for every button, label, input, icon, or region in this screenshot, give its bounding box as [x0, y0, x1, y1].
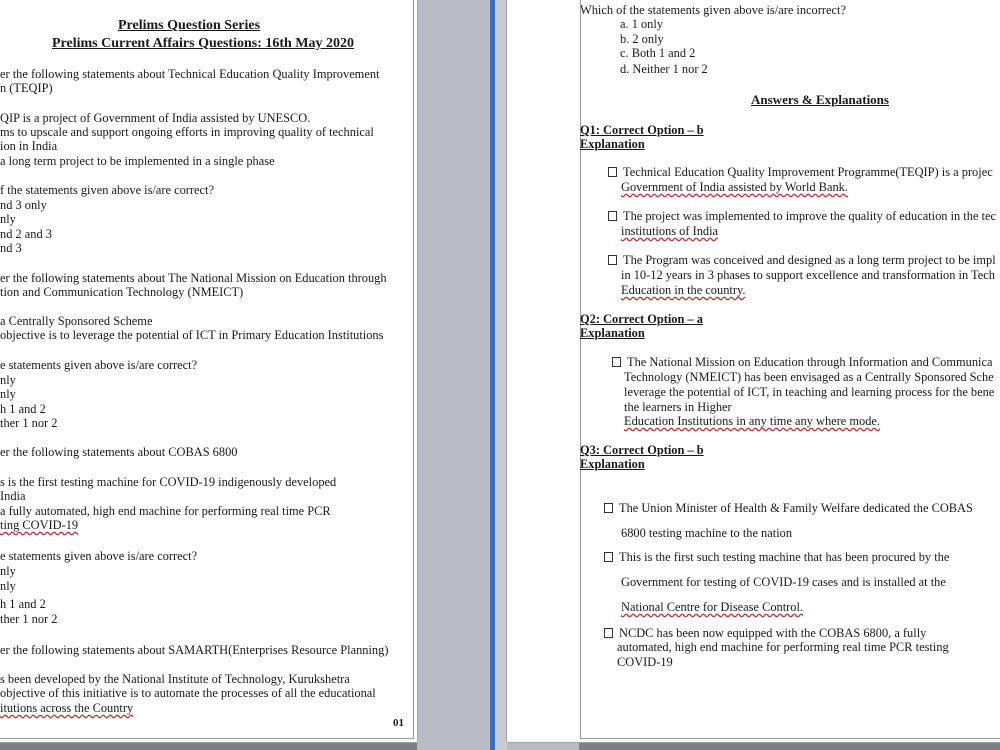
- option-line: nly: [0, 579, 16, 593]
- text-line: Government of India assisted by World Bank.: [621, 180, 848, 194]
- text-line: institutions of India: [621, 224, 719, 238]
- text-line: er the following statements about SAMARTH(Enterprises Resource Planning): [0, 643, 389, 657]
- page-title: Prelims Current Affairs Questions: 16th May 2020: [52, 36, 355, 51]
- answer-heading-q3: Q3: Correct Option – b: [580, 443, 704, 457]
- page-shadow: [495, 0, 507, 750]
- text-line: er the following statements about COBAS 6800: [0, 445, 238, 459]
- question-line: Which of the statements given above is/are incorrect?: [580, 3, 846, 17]
- text-line: in 10-12 years in 3 phases to support excellence and transformation in Tech: [621, 268, 995, 282]
- option-line: a. 1 only: [620, 17, 664, 31]
- option-line: h 1 and 2: [0, 597, 46, 611]
- bullet-icon: [604, 503, 613, 513]
- text-line: a fully automated, high end machine for performing real time PCR: [0, 504, 331, 518]
- option-line: nly: [0, 373, 16, 387]
- bullet-icon: [604, 628, 613, 638]
- text-line: the learners in Higher: [624, 400, 732, 414]
- text-line: COVID-19: [617, 655, 673, 669]
- bullet-icon: [608, 167, 617, 177]
- option-line: ther 1 nor 2: [0, 612, 58, 626]
- explanation-label: Explanation: [580, 326, 645, 340]
- document-page-left: [0, 0, 417, 742]
- text-line: Education in the country.: [621, 283, 746, 297]
- explanation-label: Explanation: [580, 137, 645, 151]
- text-line: n (TEQIP): [0, 81, 53, 95]
- bullet-line: Technical Education Quality Improvement Programme(TEQIP) is a projec: [608, 165, 993, 179]
- bullet-icon: [608, 255, 617, 265]
- text-line: Education Institutions in any time any where mode.: [624, 414, 881, 428]
- bullet-line: This is the first such testing machine that has been procured by the: [604, 550, 949, 564]
- explanation-label: Explanation: [580, 457, 645, 471]
- text-line: 6800 testing machine to the nation: [621, 526, 793, 540]
- answer-heading-q2: Q2: Correct Option – a: [580, 312, 703, 326]
- option-line: c. Both 1 and 2: [620, 46, 696, 60]
- bullet-line: The Union Minister of Health & Family Welfare dedicated the COBAS: [604, 501, 973, 515]
- text-line: er the following statements about Technical Education Quality Improvement: [0, 67, 380, 81]
- option-line: nd 2 and 3: [0, 227, 52, 241]
- option-line: nd 3: [0, 241, 22, 255]
- text-line: s is the first testing machine for COVID-19 indigenously developed: [0, 475, 337, 489]
- text-line: er the following statements about The National Mission on Education through: [0, 271, 387, 285]
- text-line: automated, high end machine for performing real time PCR testing: [617, 640, 949, 654]
- bullet-line: NCDC has been now equipped with the COBAS 6800, a fully: [604, 626, 926, 640]
- text-line: e statements given above is/are correct?: [0, 358, 198, 372]
- option-line: nly: [0, 564, 16, 578]
- option-line: nly: [0, 212, 16, 226]
- bullet-line: The Program was conceived and designed as a long term project to be impl: [608, 253, 996, 267]
- bullet-icon: [612, 357, 621, 367]
- text-line: a Centrally Sponsored Scheme: [0, 314, 153, 328]
- text-line: s been developed by the National Institute of Technology, Kurukshetra: [0, 672, 350, 686]
- text-line: itutions across the Country: [0, 701, 134, 715]
- bullet-icon: [604, 552, 613, 562]
- option-line: ther 1 nor 2: [0, 416, 58, 430]
- text-line: India: [0, 489, 26, 503]
- page-number: 01: [393, 717, 404, 729]
- option-line: b. 2 only: [620, 32, 664, 46]
- text-line: Government for testing of COVID-19 cases and is installed at the: [621, 575, 946, 589]
- text-line: ion in India: [0, 139, 58, 153]
- text-line: e statements given above is/are correct?: [0, 549, 198, 563]
- text-line: QIP is a project of Government of India assisted by UNESCO.: [0, 111, 311, 125]
- bullet-line: The project was implemented to improve the quality of education in the tec: [608, 209, 996, 223]
- option-line: nly: [0, 387, 16, 401]
- text-line: a long term project to be implemented in a single phase: [0, 154, 275, 168]
- option-line: h 1 and 2: [0, 402, 46, 416]
- text-line: tion and Communication Technology (NMEICT): [0, 285, 244, 299]
- text-line: objective of this initiative is to automate the processes of all the educational: [0, 686, 376, 700]
- text-line: objective is to leverage the potential of ICT in Primary Education Institutions: [0, 328, 384, 342]
- answer-heading-q1: Q1: Correct Option – b: [580, 123, 704, 137]
- text-line: ting COVID-19: [0, 518, 79, 532]
- text-line: ms to upscale and support ongoing efforts in improving quality of technical: [0, 125, 374, 139]
- option-line: d. Neither 1 nor 2: [620, 62, 708, 76]
- text-line: Technology (NMEICT) has been envisaged as a Centrally Sponsored Sche: [624, 370, 994, 384]
- document-page-right: [507, 0, 1000, 742]
- text-line: leverage the potential of ICT, in teaching and learning process for the bene: [624, 385, 995, 399]
- series-title: Prelims Question Series: [118, 18, 261, 33]
- option-line: nd 3 only: [0, 198, 47, 212]
- bullet-line: The National Mission on Education through Information and Communica: [612, 355, 992, 369]
- answers-heading: Answers & Explanations: [751, 92, 889, 107]
- bullet-icon: [608, 211, 617, 221]
- text-line: National Centre for Disease Control.: [621, 600, 804, 614]
- text-line: f the statements given above is/are correct?: [0, 183, 214, 197]
